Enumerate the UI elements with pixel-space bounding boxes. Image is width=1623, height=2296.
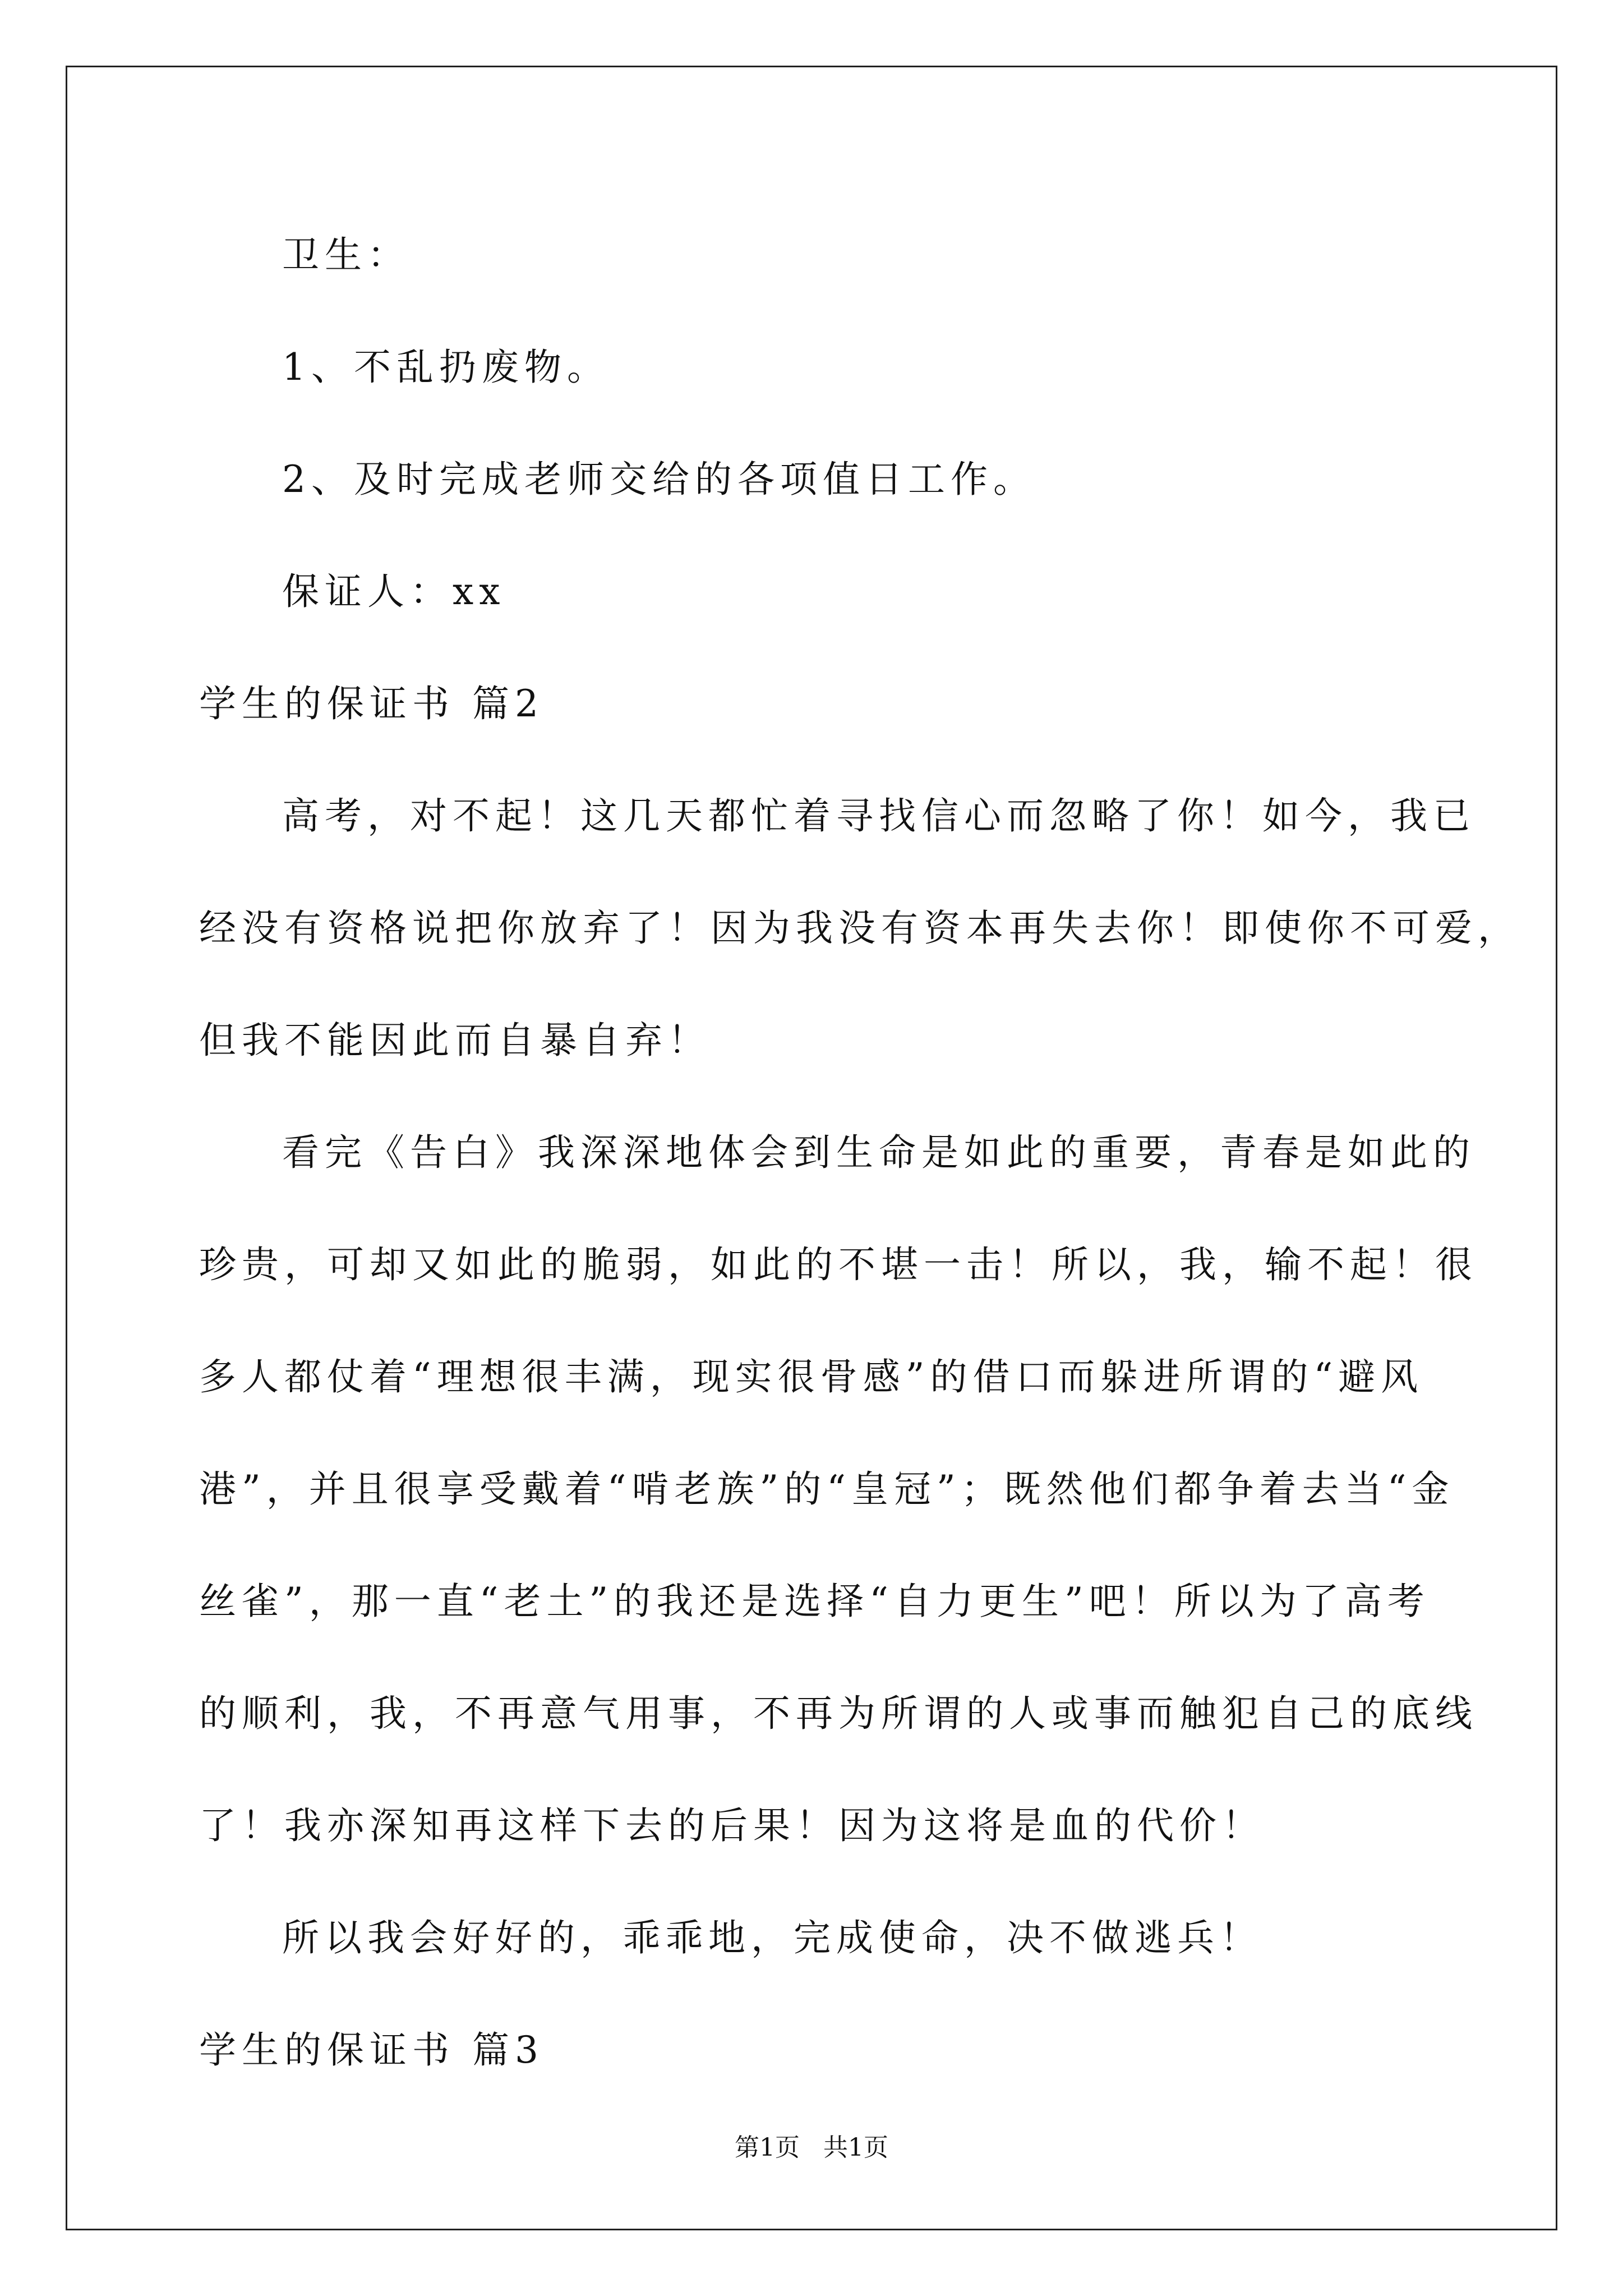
page-number-footer: 第1页 共1页 — [735, 2133, 888, 2162]
paragraph-line: 港”，并且很享受戴着“啃老族”的“皇冠”；既然他们都争着去当“金 — [199, 1467, 1455, 1511]
paragraph-line: 珍贵，可却又如此的脆弱，如此的不堪一击！所以，我，输不起！很 — [199, 1243, 1478, 1286]
text-line-guarantor: 保证人：xx — [282, 570, 506, 613]
section-heading-3: 学生的保证书 篇3 — [199, 2028, 544, 2072]
paragraph-line: 的顺利，我，不再意气用事，不再为所谓的人或事而触犯自己的底线 — [199, 1692, 1478, 1735]
text-line-item-1: 1、不乱扔废物。 — [282, 346, 610, 389]
paragraph-line: 高考，对不起！这几天都忙着寻找信心而忽略了你！如今，我已 — [282, 794, 1476, 838]
paragraph-line: 看完《告白》我深深地体会到生命是如此的重要，青春是如此的 — [282, 1131, 1476, 1174]
paragraph-line: 所以我会好好的，乖乖地，完成使命，决不做逃兵！ — [282, 1916, 1262, 1959]
text-line-hygiene-heading: 卫生： — [282, 233, 410, 277]
paragraph-line: 丝雀”，那一直“老土”的我还是选择“自力更生”吧！所以为了高考 — [199, 1580, 1430, 1623]
text-line-item-2: 2、及时完成老师交给的各项值日工作。 — [282, 458, 1036, 501]
paragraph-line: 多人都仗着“理想很丰满，现实很骨感”的借口而躲进所谓的“避风 — [199, 1355, 1424, 1398]
paragraph-line: 但我不能因此而自暴自弃！ — [199, 1019, 711, 1062]
paragraph-line: 了！我亦深知再这样下去的后果！因为这将是血的代价！ — [199, 1804, 1265, 1847]
paragraph-line: 经没有资格说把你放弃了！因为我没有资本再失去你！即使你不可爱， — [199, 907, 1520, 950]
section-heading-2: 学生的保证书 篇2 — [199, 682, 544, 725]
